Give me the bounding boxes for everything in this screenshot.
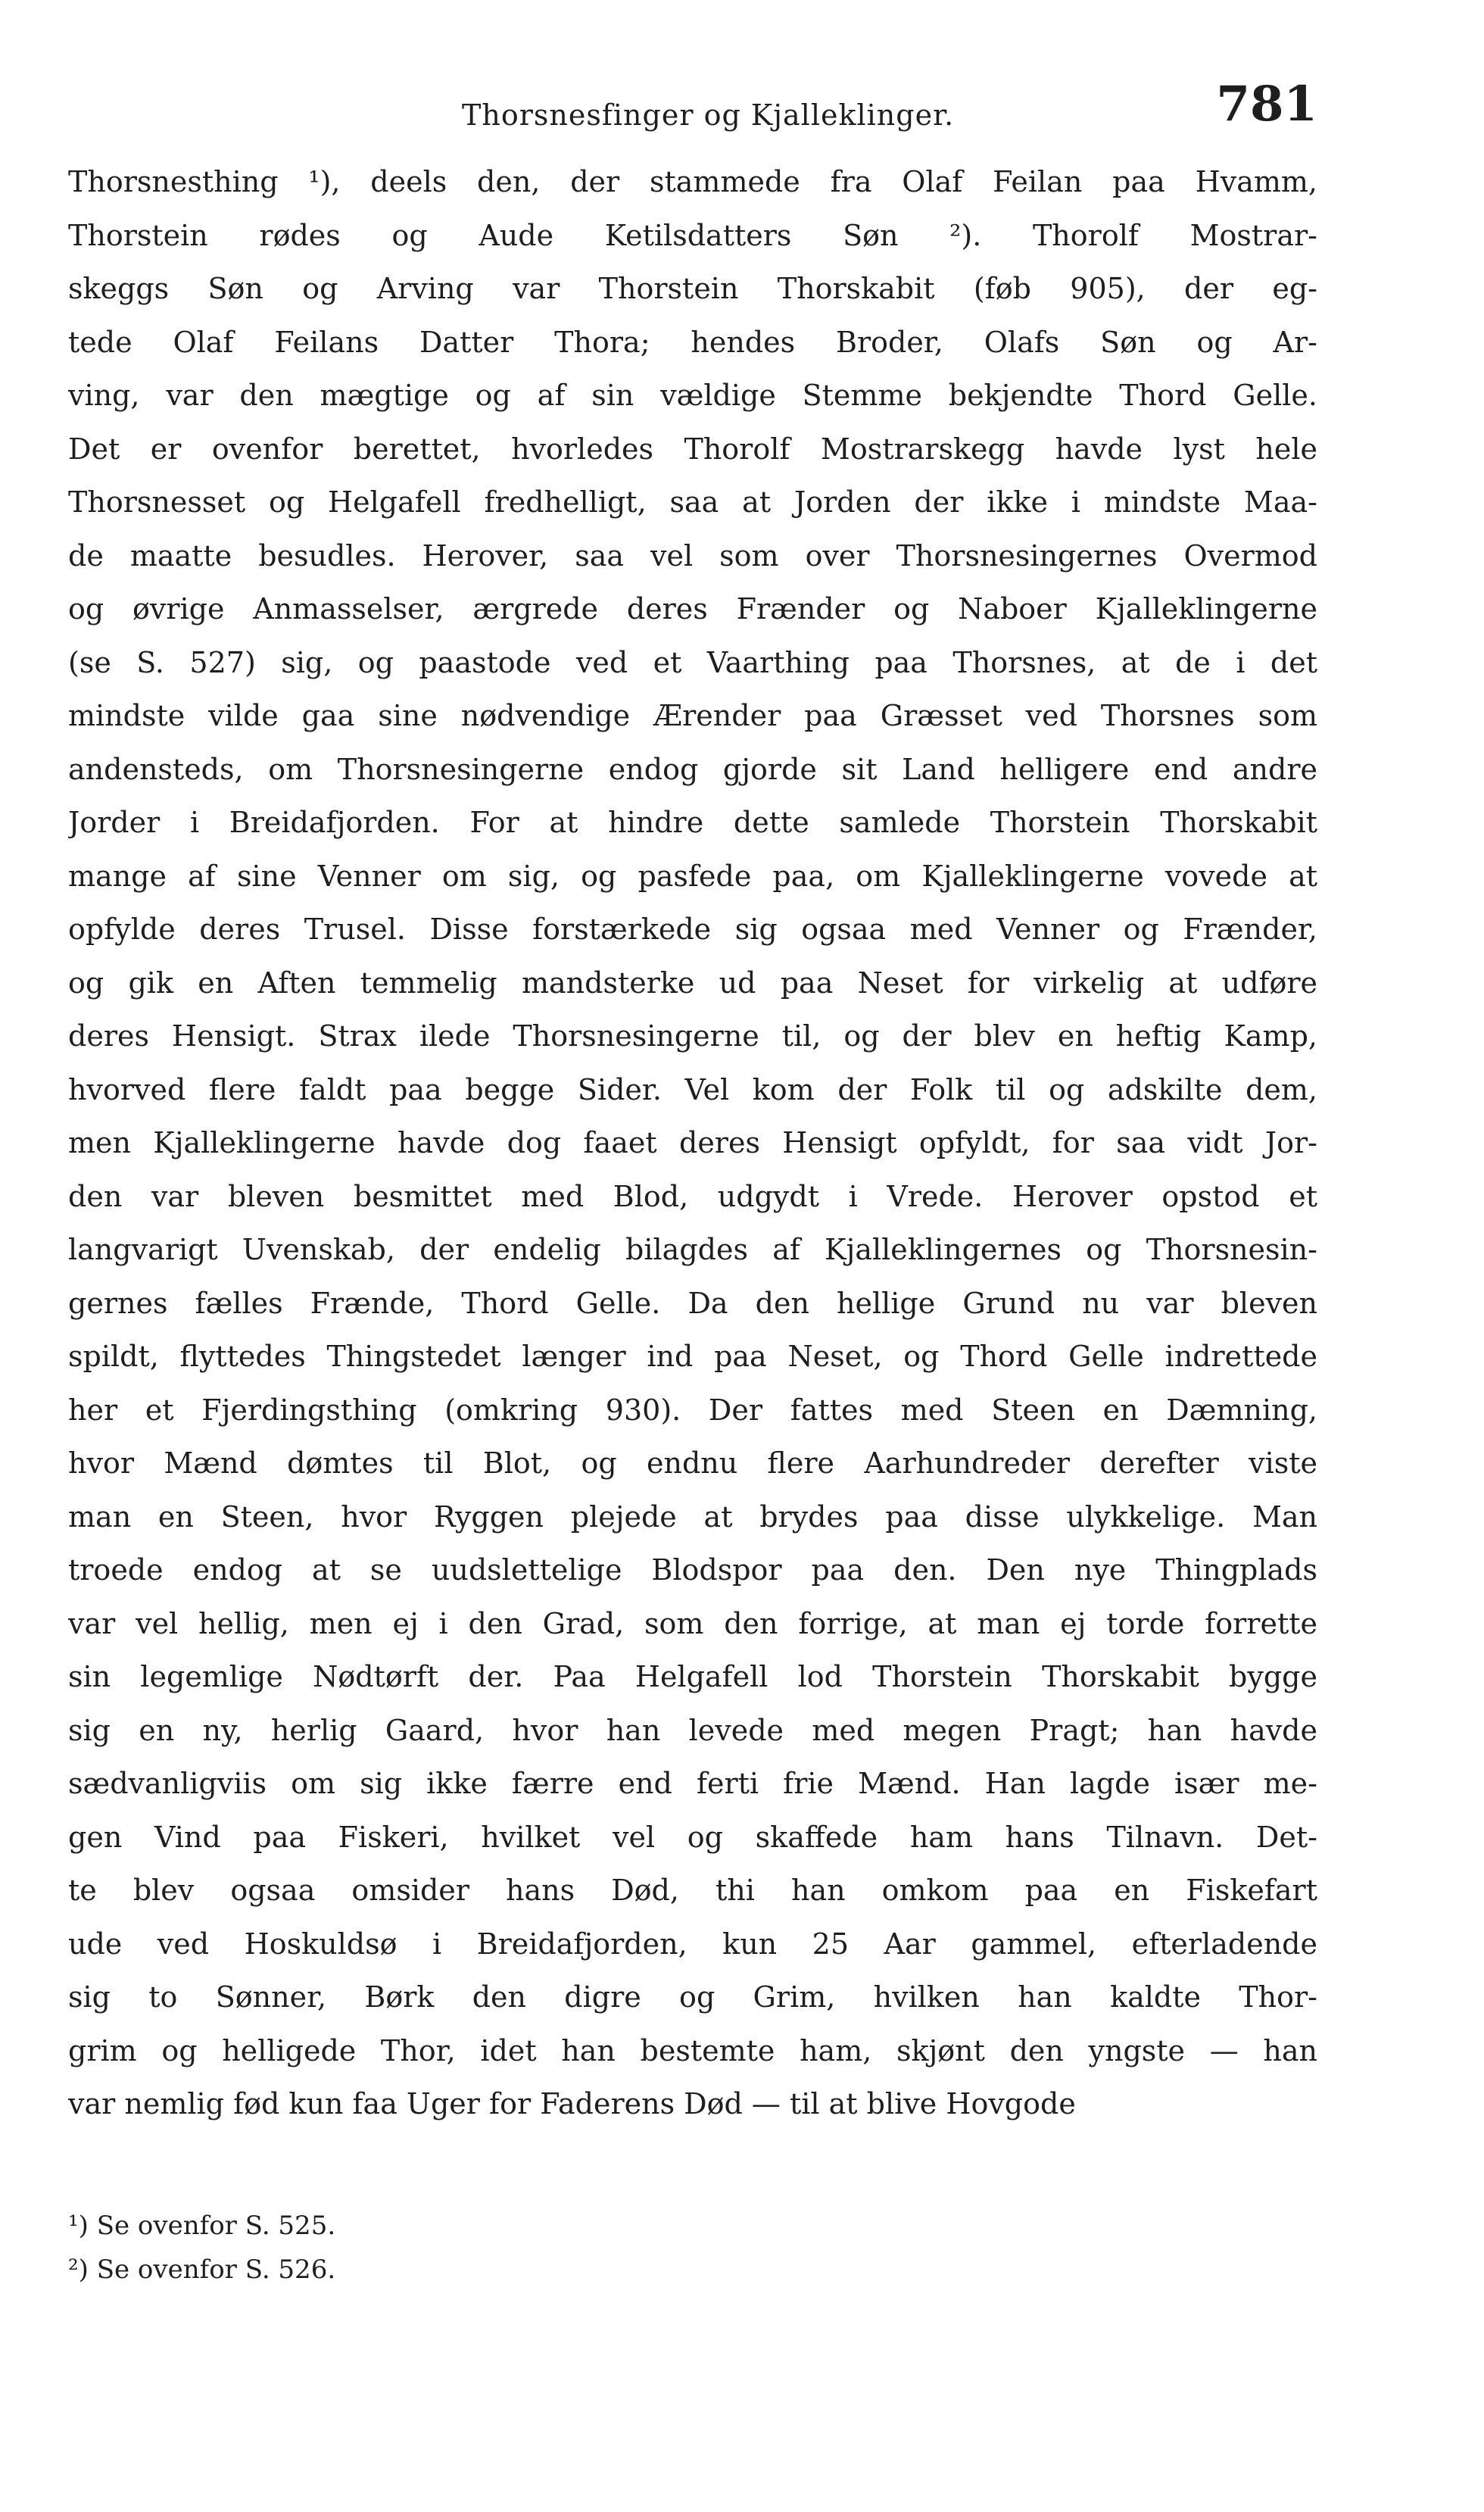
text-line: (se S. 527) sig, og paastode ved et Vaarthing paa Thorsnes, at de i det xyxy=(68,645,1317,679)
page-number: 781 xyxy=(1216,76,1317,133)
text-line: deres Hensigt. Strax ilede Thorsnesingerne til, og der blev en heftig Kamp, xyxy=(68,1019,1317,1053)
text-line: Thorsnesset og Helgafell fredhelligt, saa at Jorden der ikke i mindste Maa- xyxy=(68,485,1317,519)
text-line: troede endog at se uudslettelige Blodspor paa den. Den nye Thingplads xyxy=(68,1553,1317,1587)
footnotes xyxy=(68,2204,1317,2292)
text-line: her et Fjerdingsthing (omkring 930). Der fattes med Steen en Dæmning, xyxy=(68,1393,1317,1427)
text-line: den var bleven besmittet med Blod, udgydt i Vrede. Herover opstod et xyxy=(68,1179,1317,1213)
text-line: mindste vilde gaa sine nødvendige Ærender paa Græsset ved Thorsnes som xyxy=(68,699,1317,732)
text-line: te blev ogsaa omsider hans Død, thi han omkom paa en Fiskefart xyxy=(68,1874,1317,1907)
text-line: grim og helligede Thor, idet han bestemte ham, skjønt den yngste — han xyxy=(68,2033,1317,2067)
text-line: Thorstein rødes og Aude Ketilsdatters Søn ²). Thorolf Mostrar- xyxy=(68,218,1317,252)
text-line: gen Vind paa Fiskeri, hvilket vel og skaffede ham hans Tilnavn. Det- xyxy=(68,1820,1317,1854)
text-line: Det er ovenfor berettet, hvorledes Thorolf Mostrarskegg havde lyst hele xyxy=(68,432,1317,466)
text-line: sig to Sønner, Børk den digre og Grim, hvilken han kaldte Thor- xyxy=(68,1980,1317,2014)
text-line: gernes fælles Frænde, Thord Gelle. Da den hellige Grund nu var bleven xyxy=(68,1286,1317,1320)
text-line: var vel hellig, men ej i den Grad, som den forrige, at man ej torde forrette xyxy=(68,1606,1317,1640)
text-line: og øvrige Anmasselser, ærgrede deres Frænder og Naboer Kjalleklingerne xyxy=(68,592,1317,626)
text-line: andensteds, om Thorsnesingerne endog gjorde sit Land helligere end andre xyxy=(68,752,1317,786)
body-text xyxy=(68,155,1317,2131)
page-header xyxy=(68,76,1317,144)
text-line: og gik en Aften temmelig mandsterke ud paa Neset for virkelig at udføre xyxy=(68,966,1317,1000)
text-line: spildt, flyttedes Thingstedet længer ind paa Neset, og Thord Gelle indrettede xyxy=(68,1340,1317,1373)
text-line: hvorved flere faldt paa begge Sider. Vel kom der Folk til og adskilte dem, xyxy=(68,1072,1317,1106)
text-line: Jorder i Breidafjorden. For at hindre dette samlede Thorstein Thorskabit xyxy=(68,806,1317,839)
text-line: man en Steen, hvor Ryggen plejede at brydes paa disse ulykkelige. Man xyxy=(68,1499,1317,1534)
text-line: ving, var den mægtige og af sin vældige Stemme bekjendte Thord Gelle. xyxy=(68,379,1317,412)
footnote: ²) Se ovenfor S. 526. xyxy=(68,2255,336,2285)
text-line: tede Olaf Feilans Datter Thora; hendes Broder, Olafs Søn og Ar- xyxy=(68,325,1317,359)
text-line: var nemlig fød kun faa Uger for Faderens Død — til at blive Hovgode xyxy=(68,2087,1076,2120)
text-line: de maatte besudles. Herover, saa vel som over Thorsnesingernes Overmod xyxy=(68,538,1317,573)
text-line: sig en ny, herlig Gaard, hvor han levede med megen Pragt; han havde xyxy=(68,1713,1317,1747)
text-line: mange af sine Venner om sig, og pasfede paa, om Kjalleklingerne vovede at xyxy=(68,859,1317,893)
running-title: Thorsnesfinger og Kjalleklinger. xyxy=(462,98,955,132)
text-line: sin legemlige Nødtørft der. Paa Helgafell lod Thorstein Thorskabit bygge xyxy=(68,1660,1317,1693)
footnote: ¹) Se ovenfor S. 525. xyxy=(68,2211,336,2241)
text-line: sædvanligviis om sig ikke færre end ferti frie Mænd. Han lagde især me- xyxy=(68,1767,1317,1800)
text-line: langvarigt Uvenskab, der endelig bilagdes af Kjalleklingernes og Thorsnesin- xyxy=(68,1233,1317,1266)
text-line: hvor Mænd dømtes til Blot, og endnu flere Aarhundreder derefter viste xyxy=(68,1446,1317,1480)
text-line: men Kjalleklingerne havde dog faaet deres Hensigt opfyldt, for saa vidt Jor- xyxy=(68,1126,1317,1159)
text-line: skeggs Søn og Arving var Thorstein Thorskabit (føb 905), der eg- xyxy=(68,272,1317,305)
text-line: opfylde deres Trusel. Disse forstærkede sig ogsaa med Venner og Frænder, xyxy=(68,913,1317,946)
text-line: ude ved Hoskuldsø i Breidafjorden, kun 25 Aar gammel, efterladende xyxy=(68,1927,1317,1961)
text-line: Thorsnesthing ¹), deels den, der stammede fra Olaf Feilan paa Hvamm, xyxy=(68,165,1317,198)
